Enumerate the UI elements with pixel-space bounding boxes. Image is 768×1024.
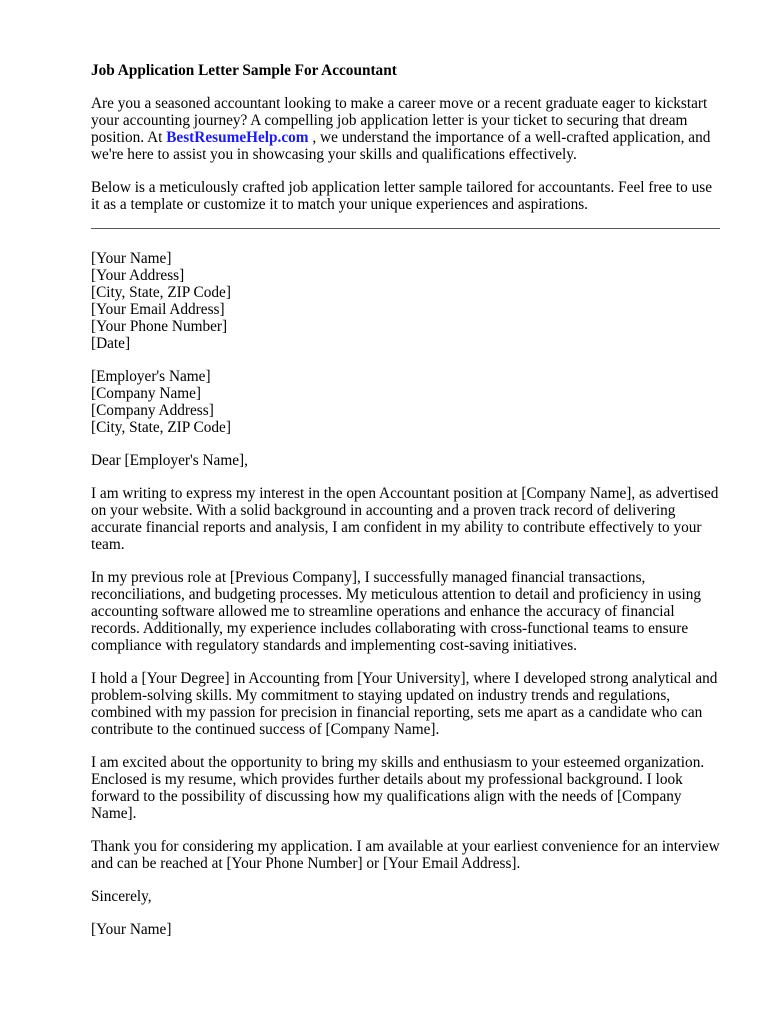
body-paragraph: In my previous role at [Previous Company], I successfully managed financial transactions, reconciliations, and budgeting processes. My meticulous attention to detail and proficiency in using accounting software allowed me to streamline operations and enhance the accuracy of financial records. Additionally, my experience includes collaborating with cross-functional teams to ensure compliance with regulatory standards and implementing cost-saving initiatives. [91,569,702,654]
signature: [Your Name] [91,921,172,938]
sender-line: [Your Address] [91,267,185,284]
sender-line: [Your Name] [91,250,172,267]
intro-text-part2: , we understand the importance of a well-crafted application, and we're here to assist you in showcasing your skills and qualifications effectively. [91,129,711,163]
body-paragraph: I am excited about the opportunity to bring my skills and enthusiasm to your esteemed organization. Enclosed is my resume, which provides further details about my professional background. I look forward to the possibility of discussing how my qualifications align with the needs of [Company Name]. [91,754,705,822]
body-paragraph: I am writing to express my interest in the open Accountant position at [Company Name], as advertised on your website. With a solid background in accounting and a proven track record of delivering accurate financial reports and analysis, I am confident in my ability to contribute effectively to your team. [91,485,719,553]
recipient-line: [City, State, ZIP Code] [91,419,231,436]
salutation: Dear [Employer's Name], [91,452,248,469]
recipient-line: [Company Address] [91,402,214,419]
sender-line: [City, State, ZIP Code] [91,284,231,301]
document-page [91,62,723,954]
closing: Sincerely, [91,888,152,905]
body-paragraph: Thank you for considering my application. I am available at your earliest convenience for an interview and can be reached at [Your Phone Number] or [Your Email Address]. [91,838,720,872]
bestresumehelp-link[interactable]: BestResumeHelp.com [166,129,309,146]
intro-paragraph-2: Below is a meticulously crafted job application letter sample tailored for accountants. Feel free to use it as a template or customize it to match your unique experiences and aspirations. [91,179,713,213]
sender-line: [Your Phone Number] [91,318,228,335]
document-title: Job Application Letter Sample For Accountant [91,62,397,79]
recipient-line: [Employer's Name] [91,368,211,385]
intro-text-part1: Are you a seasoned accountant looking to make a career move or a recent graduate eager to kickstart your accounting journey? A compelling job application letter is your ticket to securing that dream position. At [91,95,708,146]
intro-paragraph [91,95,723,163]
sender-line: [Your Email Address] [91,301,225,318]
recipient-line: [Company Name] [91,385,202,402]
sender-address-block [91,250,723,352]
sender-line: [Date] [91,335,131,352]
recipient-address-block [91,368,723,436]
body-paragraph: I hold a [Your Degree] in Accounting from [Your University], where I developed strong analytical and problem-solving skills. My commitment to staying updated on industry trends and regulations, combined with my passion for precision in financial reporting, sets me apart as a candidate who can contribute to the continued success of [Company Name]. [91,670,718,738]
horizontal-divider [91,228,720,229]
